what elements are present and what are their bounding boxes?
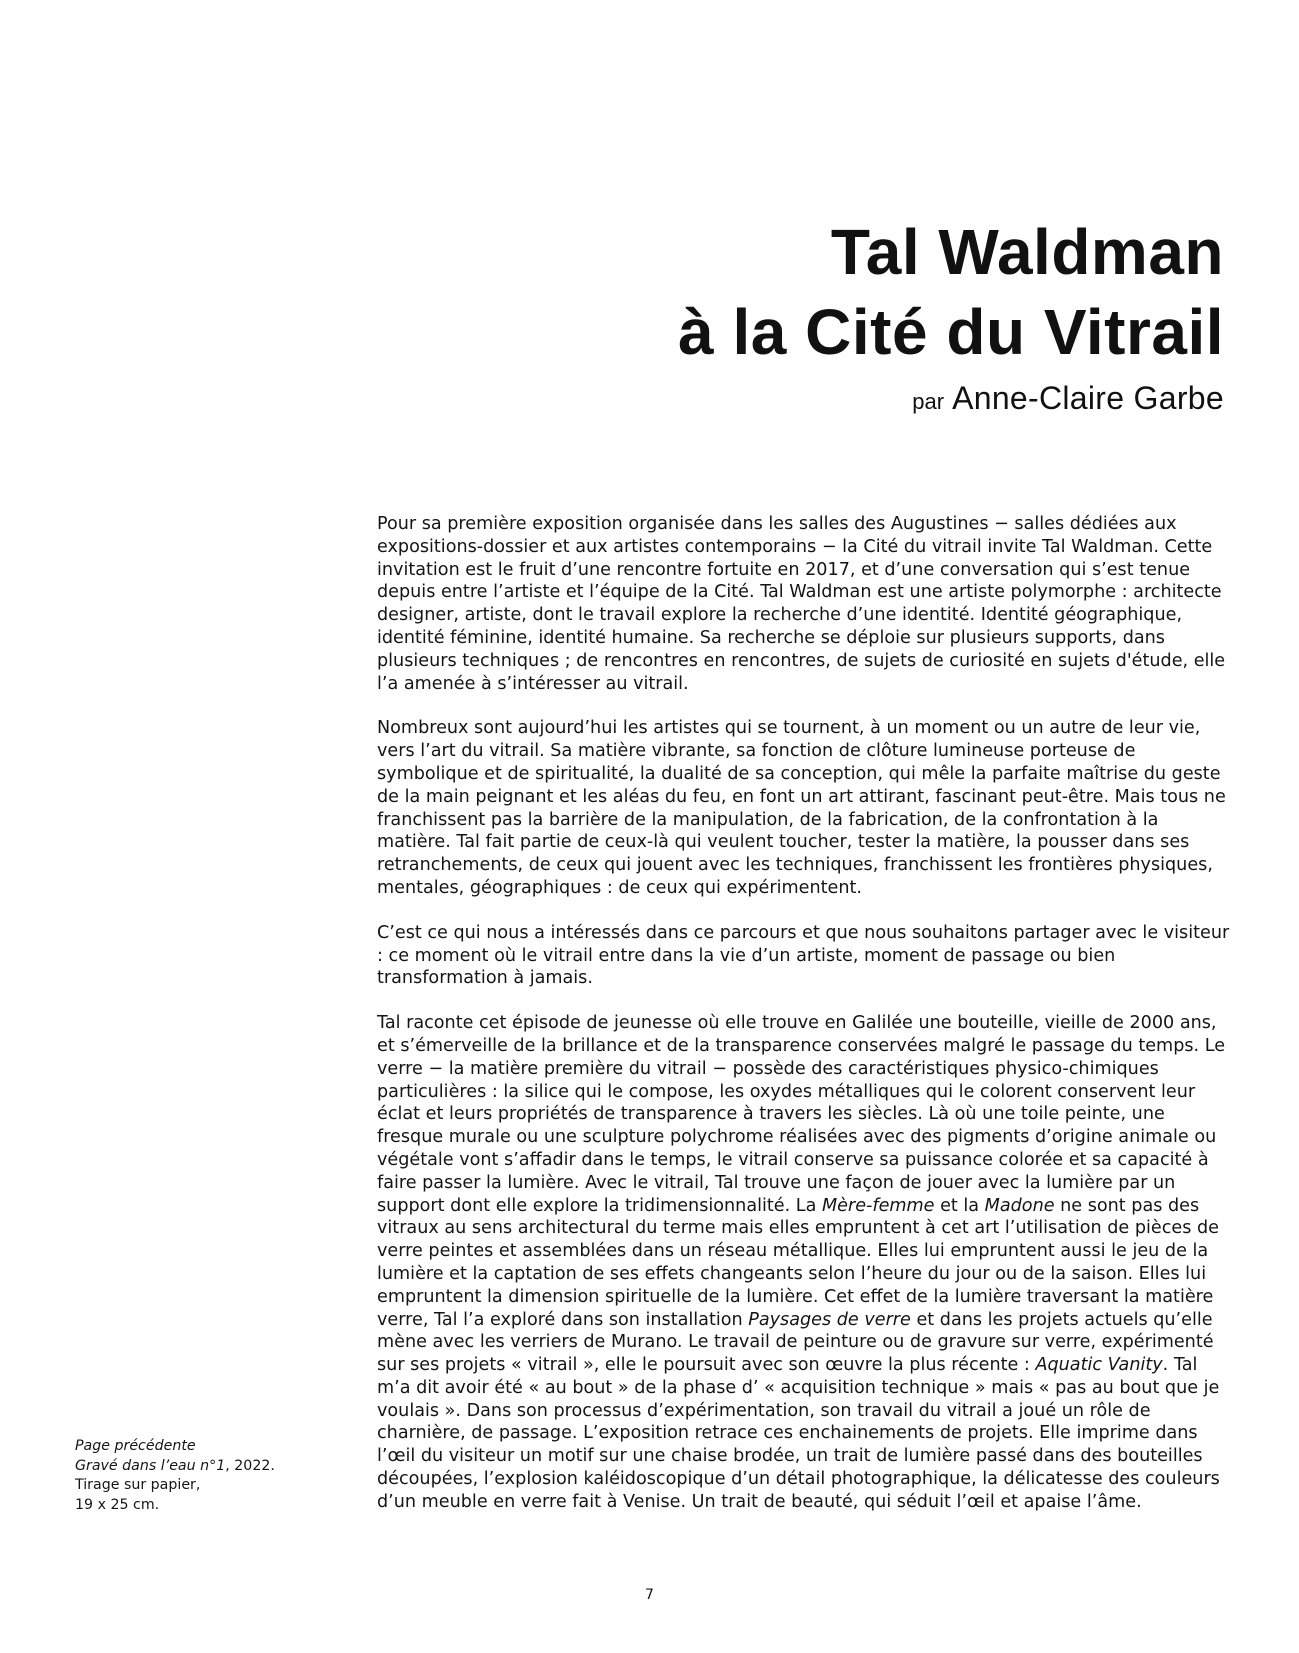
byline-author: Anne-Claire Garbe bbox=[952, 380, 1224, 416]
paragraph-4-text-1: Tal raconte cet épisode de jeunesse où elle trouve en Galilée une bouteille, vieille de 2000 ans, et s’émerveille de la brillance et de la transparence conservées malgré le passage du temps. Le verre − la matière première du vitrail − possède des caractéristiques physico-chimiques particulières : la silice qui le compose, les oxydes métalliques qui le colorent conservent leur éclat et leurs propriétés de transparence à travers les siècles. Là où une toile peinte, une fresque murale ou une sculpture polychrome réalisées avec des pigments d’origine animale ou végétale vont s’affadir dans le temps, le vitrail conserve sa puissance colorée et sa capacité à faire passer la lumière. Avec le vitrail, Tal trouve une façon de jouer avec la lumière par un support dont elle explore la tridimensionnalité. La bbox=[377, 1013, 1226, 1216]
byline-prefix: par bbox=[912, 389, 945, 414]
article-title-line-2: à la Cité du Vitrail bbox=[678, 296, 1224, 368]
byline bbox=[678, 380, 1224, 417]
body-paragraph-3: C’est ce qui nous a intéressés dans ce parcours et que nous souhaitons partager avec le visiteur : ce moment où le vitrail entre dans la vie d’un artiste, moment de passage ou bien transformation à jamais. bbox=[377, 922, 1230, 989]
artwork-title-aquatic-vanity: Aquatic Vanity bbox=[1035, 1355, 1163, 1376]
article-header bbox=[678, 212, 1224, 417]
artwork-title-paysages-de-verre: Paysages de verre bbox=[748, 1309, 911, 1330]
paragraph-4-text-3: ne sont pas des vitraux au sens architectural du terme mais elles empruntent à cet art l’utilisation de pièces de verre peintes et assemblées dans un réseau métallique. Elles lui empruntent aussi le jeu de la lumière et la captation de ses effets changeants selon l’heure du jour ou de la saison. Elles lui empruntent la dimension spirituelle de la lumière. Cet effet de la lumière traversant la matière verre, Tal l’a exploré dans son installation bbox=[377, 1195, 1219, 1330]
body-paragraph-2: Nombreux sont aujourd’hui les artistes qui se tournent, à un moment ou un autre de leur vie, vers l’art du vitrail. Sa matière vibrante, sa fonction de clôture lumineuse porteuse de symbolique et de spiritualité, la dualité de sa conception, qui mêle la parfaite maîtrise du geste de la main peignant et les aléas du feu, en font un art attirant, fascinant peut-être. Mais tous ne franchissent pas la barrière de la manipulation, de la fabrication, de la confrontation à la matière. Tal fait partie de ceux-là qui veulent toucher, tester la matière, la pousser dans ses retranchements, de ceux qui jouent avec les techniques, franchissent les frontières physiques, mentales, géographiques : de ceux qui expérimentent. bbox=[377, 718, 1226, 898]
caption-artwork-title: Gravé dans l’eau n°1 bbox=[75, 1457, 226, 1474]
article-title-line-1: Tal Waldman bbox=[830, 216, 1224, 288]
artwork-title-mere-femme: Mère-femme bbox=[821, 1195, 935, 1216]
caption-year: , 2022. bbox=[225, 1457, 275, 1474]
paragraph-4-text-2: et la bbox=[934, 1195, 985, 1216]
caption-line-4: 19 x 25 cm. bbox=[75, 1496, 160, 1513]
image-caption bbox=[75, 1437, 325, 1515]
caption-line-3: Tirage sur papier, bbox=[75, 1477, 201, 1493]
article-body bbox=[377, 513, 1236, 1514]
caption-line-1: Page précédente bbox=[75, 1438, 196, 1454]
page-number: 7 bbox=[645, 1587, 654, 1603]
artwork-title-madone: Madone bbox=[984, 1195, 1055, 1216]
body-paragraph-4 bbox=[377, 1012, 1236, 1514]
body-paragraph-1: Pour sa première exposition organisée dans les salles des Augustines − salles dédiées aux expositions-dossier et aux artistes contemporains − la Cité du vitrail invite Tal Waldman. Cette invitation est le fruit d’une rencontre fortuite en 2017, et d’une conversation qui s’est tenue depuis entre l’artiste et l’équipe de la Cité. Tal Waldman est une artiste polymorphe : architecte designer, artiste, dont le travail explore la recherche d’une identité. Identité géographique, identité féminine, identité humaine. Sa recherche se déploie sur plusieurs supports, dans plusieurs techniques ; de rencontres en rencontres, de sujets de curiosité en sujets d'étude, elle l’a amenée à s’intéresser au vitrail. bbox=[377, 514, 1226, 694]
paragraph-4-text-5: . Tal m’a dit avoir été « au bout » de la phase d’ « acquisition technique » mais « pas au bout que je voulais ». Dans son processus d’expérimentation, son travail du vitrail a joué un rôle de charnière, de passage. L’exposition retrace ces enchainements de projets. Elle imprime dans l’œil du visiteur un motif sur une chaise brodée, un trait de lumière passé dans des bouteilles découpées, l’explosion kaléidoscopique d’un détail photographique, la délicatesse des couleurs d’un meuble en verre fait à Venise. Un trait de beauté, qui séduit l’œil et apaise l’âme. bbox=[377, 1355, 1220, 1512]
paragraph-4-text-4: et dans les projets actuels qu’elle mène avec les verriers de Murano. Le travail de peinture ou de gravure sur verre, expérimenté sur ses projets « vitrail », elle le poursuit avec son œuvre la plus récente : bbox=[377, 1309, 1214, 1376]
caption-line-2 bbox=[75, 1457, 325, 1477]
